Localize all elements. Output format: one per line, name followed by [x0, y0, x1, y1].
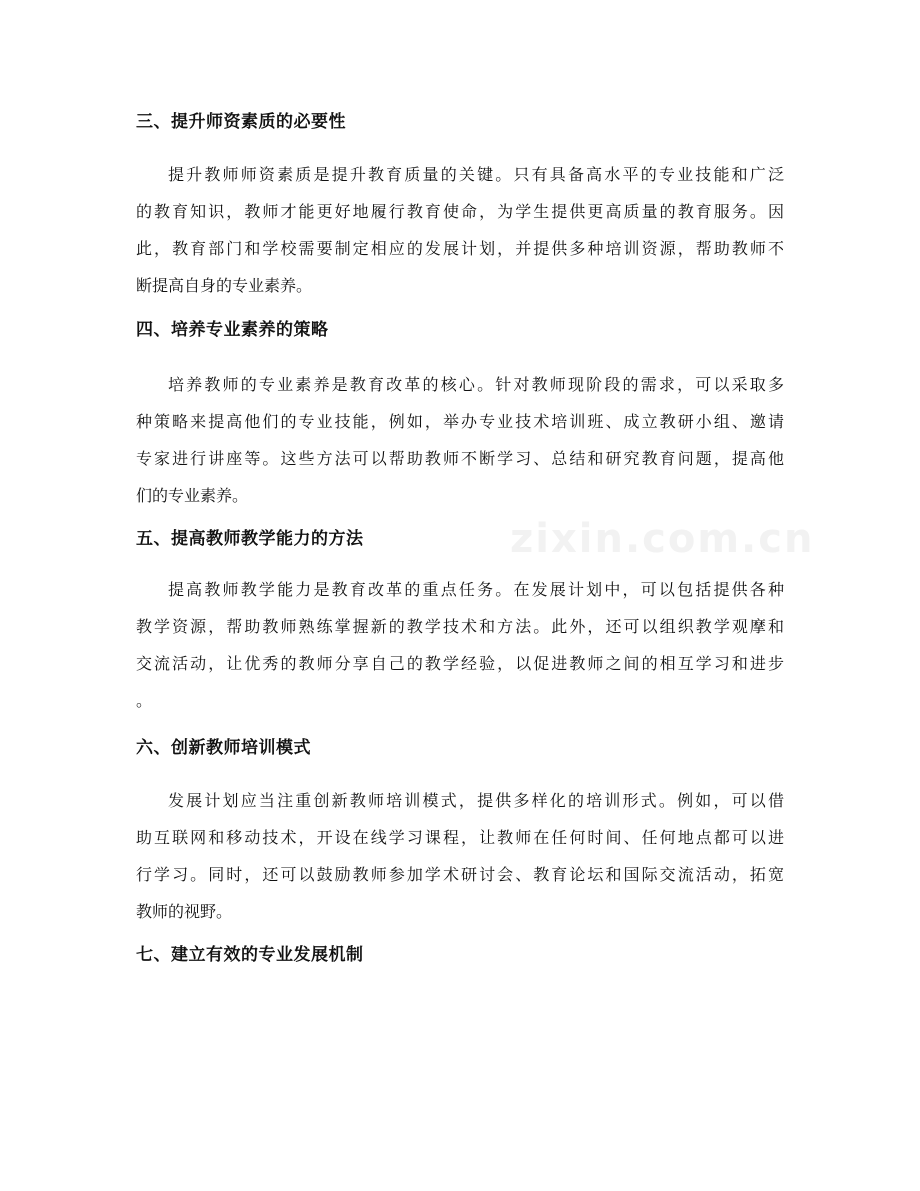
section-paragraph-3 — [136, 156, 784, 304]
paragraph-line: 种策略来提高他们的专业技能，例如，举办专业技术培训班、成立教研小组、邀请 — [136, 412, 784, 431]
paragraph-line: 教师的视野。 — [136, 902, 233, 921]
section-paragraph-6 — [136, 782, 784, 930]
paragraph-line: 断提高自身的专业素养。 — [136, 276, 313, 295]
paragraph-line: 交流活动，让优秀的教师分享自己的教学经验，以促进教师之间的相互学习和进步 — [136, 654, 784, 673]
paragraph-line: 助互联网和移动技术，开设在线学习课程，让教师在任何时间、任何地点都可以进 — [136, 828, 784, 847]
paragraph-line: 们的专业素养。 — [136, 486, 249, 505]
section-heading-7: 七、建立有效的专业发展机制 — [136, 945, 364, 965]
section-heading-5: 五、提高教师教学能力的方法 — [136, 529, 364, 549]
paragraph-line: 。 — [136, 691, 153, 710]
section-heading-3: 三、提升师资素质的必要性 — [136, 112, 346, 132]
paragraph-line: 提升教师师资素质是提升教育质量的关键。只有具备高水平的专业技能和广泛 — [168, 165, 784, 184]
section-paragraph-5 — [136, 571, 784, 719]
section-heading-6: 六、创新教师培训模式 — [136, 738, 311, 758]
paragraph-line: 教学资源，帮助教师熟练掌握新的教学技术和方法。此外，还可以组织教学观摩和 — [136, 617, 784, 636]
paragraph-line: 培养教师的专业素养是教育改革的核心。针对教师现阶段的需求，可以采取多 — [168, 375, 784, 394]
section-heading-4: 四、培养专业素养的策略 — [136, 320, 329, 340]
paragraph-line: 专家进行讲座等。这些方法可以帮助教师不断学习、总结和研究教育问题，提高他 — [136, 449, 784, 468]
paragraph-line: 提高教师教学能力是教育改革的重点任务。在发展计划中，可以包括提供各种 — [168, 580, 784, 599]
watermark: zixin.com.cn — [510, 516, 815, 562]
paragraph-line: 发展计划应当注重创新教师培训模式，提供多样化的培训形式。例如，可以借 — [168, 791, 784, 810]
paragraph-line: 行学习。同时，还可以鼓励教师参加学术研讨会、教育论坛和国际交流活动，拓宽 — [136, 865, 784, 884]
paragraph-line: 此，教育部门和学校需要制定相应的发展计划，并提供多种培训资源，帮助教师不 — [136, 239, 784, 258]
paragraph-line: 的教育知识，教师才能更好地履行教育使命，为学生提供更高质量的教育服务。因 — [136, 202, 784, 221]
section-paragraph-4 — [136, 366, 784, 514]
